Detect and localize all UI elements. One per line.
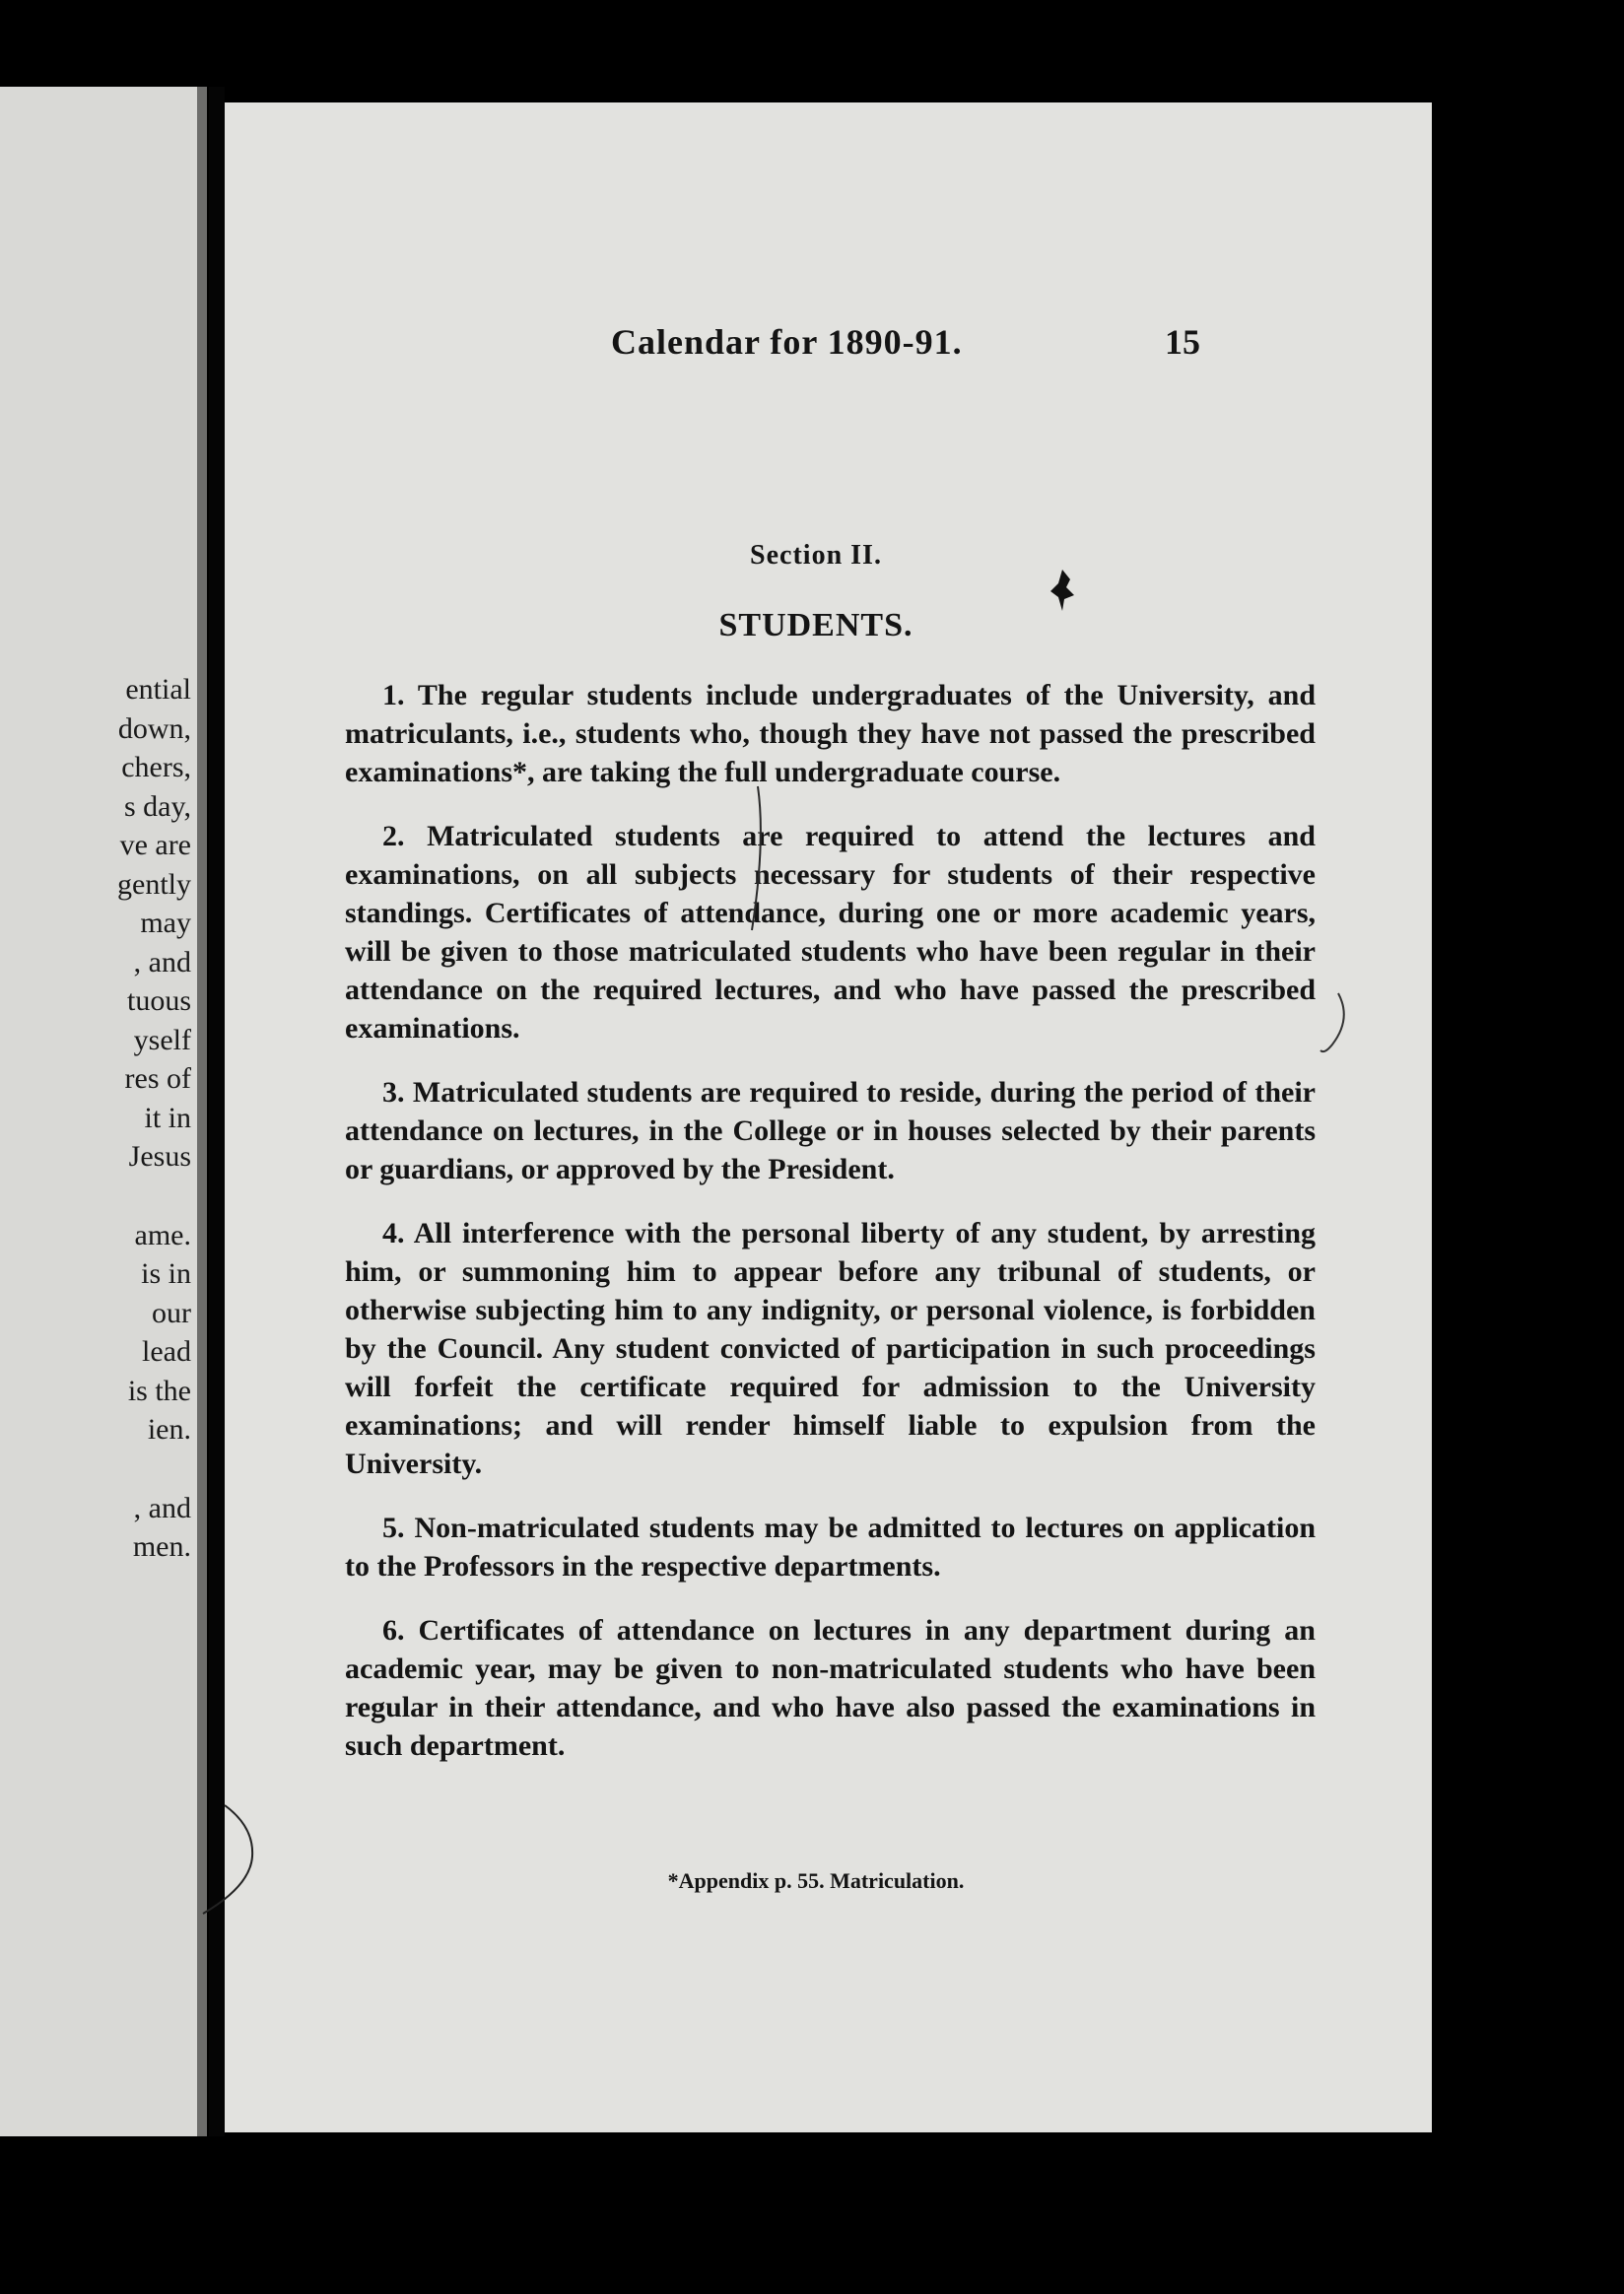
document-page <box>225 102 1432 2132</box>
left-fragment: may <box>140 907 191 939</box>
left-page-text-fragments <box>0 670 191 1567</box>
left-fragment: Jesus <box>128 1140 191 1173</box>
left-fragment <box>0 1450 191 1489</box>
paragraph-6: 6. Certificates of attendance on lectures in any department during an academic year, may be given to non-matriculated students who have been regular in their attendance, and who have also passed the examinations in such department. <box>345 1614 1316 1762</box>
left-fragment: s day, <box>123 789 191 823</box>
left-fragment: ential <box>125 673 191 706</box>
left-fragment: , and <box>133 1491 191 1524</box>
left-fragment: yself <box>133 1023 191 1056</box>
body-text <box>345 676 1316 1790</box>
gutter-shadow <box>209 87 225 2136</box>
adjacent-left-page <box>0 87 197 2136</box>
left-fragment: , and <box>133 945 191 978</box>
left-fragment: gently <box>117 867 191 901</box>
left-fragment <box>0 1177 191 1216</box>
footnote: *Appendix p. 55. Matriculation. <box>667 1868 965 1893</box>
left-fragment: is in <box>141 1257 191 1290</box>
paragraph-3: 3. Matriculated students are required to reside, during the period of their attendance on lectures, in the College or in houses selected by their parents or guardians, or approved by the President. <box>345 1076 1316 1185</box>
page-gutter <box>197 87 207 2136</box>
left-fragment: lead <box>142 1335 191 1368</box>
running-head: Calendar for 1890-91. <box>611 322 963 362</box>
paragraph-5: 5. Non-matriculated students may be admitted to lectures on application to the Professors in the respective departments. <box>345 1512 1316 1583</box>
left-fragment: ve are <box>119 829 191 861</box>
section-title: STUDENTS. <box>718 607 914 643</box>
left-fragment: ien. <box>147 1413 191 1446</box>
left-fragment: chers, <box>121 751 191 783</box>
left-fragment: it in <box>144 1101 191 1134</box>
paragraph-2: 2. Matriculated students are required to attend the lectures and examinations, on all subjects necessary for students of their respective standings. Certificates of attendance, during one or more academic years, will be given to those matriculated students who have been regular in their attendance on the required lectures, and who have passed the prescribed examinations. <box>345 820 1316 1045</box>
left-fragment: down, <box>117 711 191 745</box>
paragraph-4: 4. All interference with the personal liberty of any student, by arresting him, or summoning him to appear before any tribunal of students, or otherwise subjecting him to any indignity, or personal violence, is forbidden by the Council. Any student convicted of participation in such proceedings will forfeit the certificate required for admission to the University examinations; and will render himself liable to expulsion from the University. <box>345 1217 1316 1480</box>
left-fragment: tuous <box>126 984 191 1017</box>
page-number: 15 <box>1165 322 1200 362</box>
left-fragment: res of <box>124 1062 191 1095</box>
left-fragment: ame. <box>134 1218 191 1251</box>
left-fragment: our <box>152 1296 191 1329</box>
section-heading: Section II. <box>750 540 882 571</box>
left-fragment: men. <box>132 1530 191 1563</box>
left-fragment: is the <box>127 1374 191 1407</box>
paragraph-1: 1. The regular students include undergraduates of the University, and matriculants, i.e., students who, though they have not passed the prescribed examinations*, are taking the full undergraduate course. <box>345 679 1316 788</box>
pen-mark-curve <box>1319 989 1358 1068</box>
